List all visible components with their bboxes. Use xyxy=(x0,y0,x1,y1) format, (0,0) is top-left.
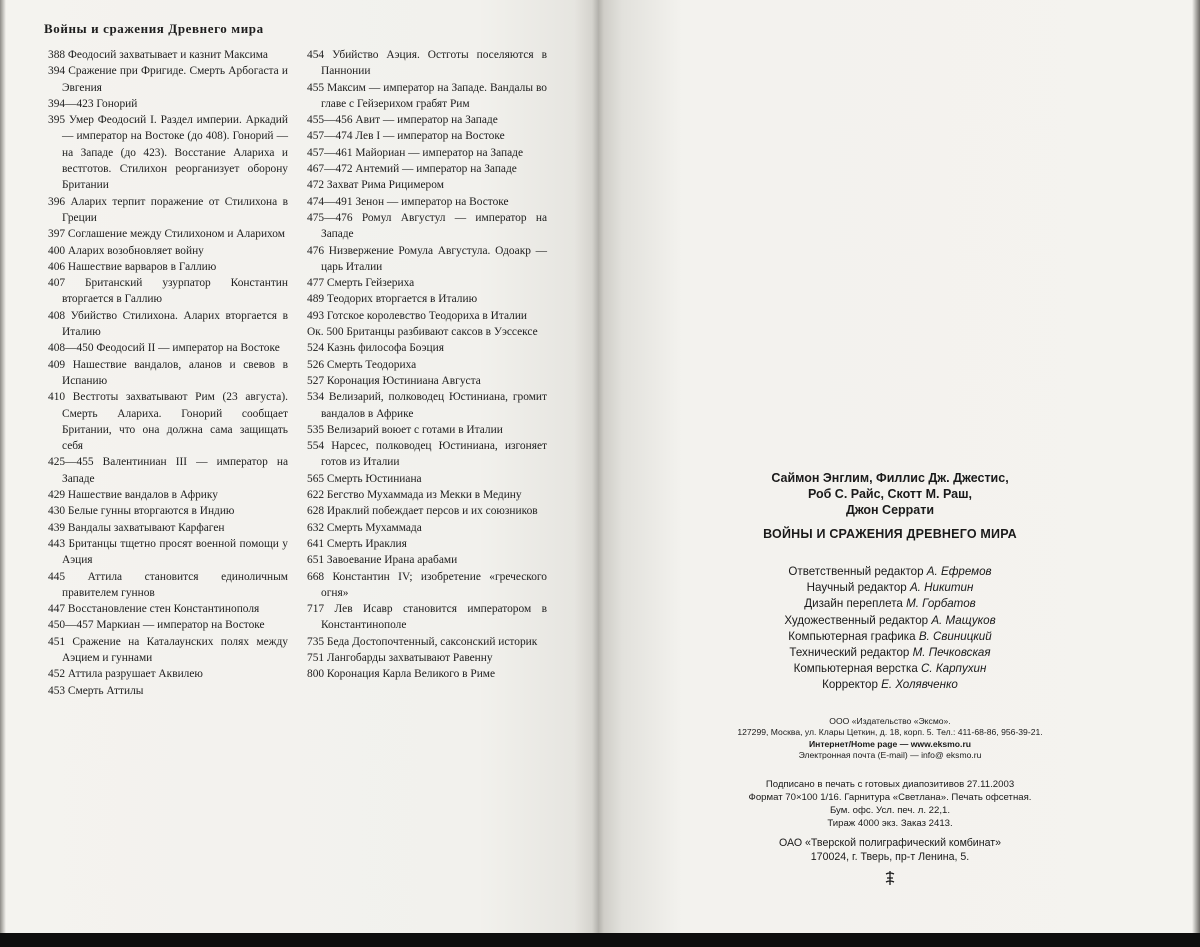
timeline-entry: 454 Убийство Аэция. Остготы поселяются в Паннонии xyxy=(307,49,547,78)
timeline-entry: 455 Максим — император на Западе. Вандалы во главе с Гейзерихом грабят Рим xyxy=(307,81,547,110)
timeline-entry: 430 Белые гунны вторгаются в Индию xyxy=(48,505,235,518)
timeline-entry: 476 Низвержение Ромула Августула. Одоакр — царь Италии xyxy=(307,244,547,273)
right-edge-shadow xyxy=(1192,0,1200,947)
timeline-entry: 408 Убийство Стилихона. Аларих вторгается в Италию xyxy=(48,309,288,339)
timeline-entry: 406 Нашествие варваров в Галлию xyxy=(48,260,217,273)
timeline-entry: 524 Казнь философа Боэция xyxy=(307,342,444,355)
timeline-entry: 622 Бегство Мухаммада из Мекки в Медину xyxy=(307,489,522,502)
timeline-entry: 407 Британский узурпатор Константин вторгается в Галлию xyxy=(48,277,288,306)
author-line: Джон Серрати xyxy=(845,503,935,517)
credit-role: Дизайн переплета xyxy=(804,597,903,611)
timeline-entry: 409 Нашествие вандалов, аланов и свевов в Испанию xyxy=(48,358,288,387)
timeline-entry: 443 Британцы тщетно просят военной помощи у Аэция xyxy=(48,537,288,567)
timeline-entry: 457—461 Майориан — император на Западе xyxy=(307,146,524,159)
timeline-entry: 641 Смерть Ираклия xyxy=(307,537,407,550)
credit-line xyxy=(680,661,1100,677)
timeline-entry: 493 Готское королевство Теодориха в Италии xyxy=(307,309,528,322)
credit-role: Научный редактор xyxy=(806,581,907,595)
credit-role: Компьютерная верстка xyxy=(793,662,918,676)
timeline-entry: 396 Аларих терпит поражение от Стилихона в Греции xyxy=(48,195,288,224)
timeline-entry: 400 Аларих возобновляет войну xyxy=(48,244,204,257)
credit-line xyxy=(680,645,1100,661)
publisher-name: ООО «Издательство «Эксмо». xyxy=(829,715,951,726)
timeline-column-right xyxy=(307,47,547,683)
timeline-entry: 395 Умер Феодосий I. Раздел империи. Аркадий — император на Востоке (до 408). Гонорий — на Западе (до 423). Восстание Алариха и вестготов. Стилихон реорганизует оборону Британии xyxy=(48,114,288,192)
credit-line xyxy=(680,613,1100,629)
timeline-entry: 455—456 Авит — император на Западе xyxy=(307,114,498,127)
author-line: Саймон Энглим, Филлис Дж. Джестис, xyxy=(771,471,1009,485)
credit-name: А. Никитин xyxy=(909,581,974,595)
timeline-entry: 467—472 Антемий — император на Западе xyxy=(307,163,517,176)
timeline-entry: 453 Смерть Аттилы xyxy=(48,684,144,697)
timeline-entry: 445 Аттила становится единоличным правителем гуннов xyxy=(48,570,288,599)
timeline-entry: 628 Ираклий побеждает персов и их союзников xyxy=(307,505,538,518)
credit-name: С. Карпухин xyxy=(921,662,987,676)
print-details xyxy=(680,778,1100,830)
print-line: Формат 70×100 1/16. Гарнитура «Светлана». Печать офсетная. xyxy=(748,791,1032,803)
book-gutter xyxy=(592,0,604,947)
timeline-entry: 526 Смерть Теодориха xyxy=(307,358,417,371)
credit-line xyxy=(680,580,1100,596)
timeline-entry: 735 Беда Достопочтенный, саксонский историк xyxy=(307,635,538,648)
timeline-entry: 632 Смерть Мухаммада xyxy=(307,521,422,534)
timeline-entry: 450—457 Маркиан — император на Востоке xyxy=(48,619,265,632)
timeline-entry: 489 Теодорих вторгается в Италию xyxy=(307,293,478,306)
printer-mark-icon xyxy=(680,870,1100,889)
credit-name: А. Ефремов xyxy=(926,565,992,578)
publisher-email: Электронная почта (E-mail) — info@ eksmo.ru xyxy=(798,750,982,761)
bottom-scan-band xyxy=(0,933,1200,947)
authors xyxy=(680,470,1100,518)
publisher-address: 127299, Москва, ул. Клары Цеткин, д. 18, корп. 5. Тел.: 411-68-86, 956-39-21. xyxy=(737,727,1043,738)
credit-role: Ответственный редактор xyxy=(788,565,924,578)
credit-role: Компьютерная графика xyxy=(788,629,916,643)
timeline-entry: 394—423 Гонорий xyxy=(48,97,138,110)
timeline-entry: 717 Лев Исавр становится императором в Константинополе xyxy=(307,603,547,632)
left-edge-shadow xyxy=(0,0,6,947)
publisher-website: Интернет/Home page — www.eksmo.ru xyxy=(808,738,972,749)
credit-name: М. Горбатов xyxy=(906,597,976,611)
timeline-entry: 668 Константин IV; изобретение «греческого огня» xyxy=(307,570,547,599)
timeline-entry: 410 Вестготы захватывают Рим (23 августа). Смерть Алариха. Гонорий сообщает Британии, что она должна сама защищать себя xyxy=(48,391,288,453)
timeline-entry: 477 Смерть Гейзериха xyxy=(307,277,415,290)
timeline-entry: 651 Завоевание Ирана арабами xyxy=(307,554,458,567)
timeline-entry: 439 Вандалы захватывают Карфаген xyxy=(48,521,225,534)
timeline-entry: 397 Соглашение между Стилихоном и Аларихом xyxy=(48,228,285,241)
timeline-entry: 408—450 Феодосий II — император на Востоке xyxy=(48,342,280,355)
timeline-entry: 534 Велизарий, полководец Юстиниана, громит вандалов в Африке xyxy=(307,391,547,420)
credit-name: А. Мащуков xyxy=(931,613,996,627)
timeline-entry: 475—476 Ромул Августул — император на Западе xyxy=(307,211,547,241)
timeline-entry: 429 Нашествие вандалов в Африку xyxy=(48,489,218,502)
imprint-block xyxy=(680,470,1100,889)
print-line: Подписано в печать с готовых диапозитивов 27.11.2003 xyxy=(765,778,1015,790)
printer-line: 170024, г. Тверь, пр-т Ленина, 5. xyxy=(810,850,970,863)
author-line: Роб С. Райс, Скотт М. Раш, xyxy=(807,487,973,501)
credit-role: Технический редактор xyxy=(789,646,910,660)
credit-line xyxy=(680,564,1100,580)
credit-line xyxy=(680,596,1100,612)
printer-info xyxy=(680,836,1100,864)
book-title: ВОЙНЫ И СРАЖЕНИЯ ДРЕВНЕГО МИРА xyxy=(763,527,1017,541)
timeline-entry: 457—474 Лев I — император на Востоке xyxy=(307,130,505,143)
print-line: Тираж 4000 экз. Заказ 2413. xyxy=(827,817,953,829)
timeline-entry: 388 Феодосий захватывает и казнит Максима xyxy=(48,49,268,61)
credit-role: Художественный редактор xyxy=(784,613,929,627)
printer-mark-glyph xyxy=(884,870,896,886)
timeline-entry: 394 Сражение при Фригиде. Смерть Арбогаста и Эвгения xyxy=(48,65,288,94)
timeline-column-left xyxy=(48,47,288,699)
printer-line: ОАО «Тверской полиграфический комбинат» xyxy=(779,836,1001,849)
credit-line xyxy=(680,677,1100,693)
timeline-entry: 554 Нарсес, полководец Юстиниана, изгоняет готов из Италии xyxy=(307,440,547,469)
credit-name: Е. Холявченко xyxy=(881,678,958,692)
timeline-entry: 527 Коронация Юстиниана Августа xyxy=(307,374,481,387)
timeline-entry: 751 Лангобарды захватывают Равенну xyxy=(307,651,493,664)
publisher-info xyxy=(680,716,1100,762)
credit-line xyxy=(680,629,1100,645)
timeline-entry: 800 Коронация Карла Великого в Риме xyxy=(307,668,496,681)
timeline-entry: 565 Смерть Юстиниана xyxy=(307,472,422,485)
credit-role: Корректор xyxy=(822,678,878,692)
timeline-entry: 451 Сражение на Каталаунских полях между Аэцием и гуннами xyxy=(48,635,288,664)
timeline-entry: 472 Захват Рима Рицимером xyxy=(307,179,444,192)
print-line: Бум. офс. Усл. печ. л. 22,1. xyxy=(829,804,951,816)
timeline-entry: 425—455 Валентиниан III — император на Западе xyxy=(48,456,288,485)
timeline-entry: 535 Велизарий воюет с готами в Италии xyxy=(307,423,503,436)
timeline-entry: 447 Восстановление стен Константинополя xyxy=(48,603,260,616)
credits-list xyxy=(680,564,1100,694)
credit-name: В. Свиницкий xyxy=(918,629,992,643)
timeline-entry: Ок. 500 Британцы разбивают саксов в Уэссексе xyxy=(307,326,538,339)
timeline-entry: 452 Аттила разрушает Аквилею xyxy=(48,668,203,681)
running-head: Войны и сражения Древнего мира xyxy=(44,21,264,36)
timeline-entry: 474—491 Зенон — император на Востоке xyxy=(307,195,509,208)
credit-name: М. Печковская xyxy=(912,646,991,660)
